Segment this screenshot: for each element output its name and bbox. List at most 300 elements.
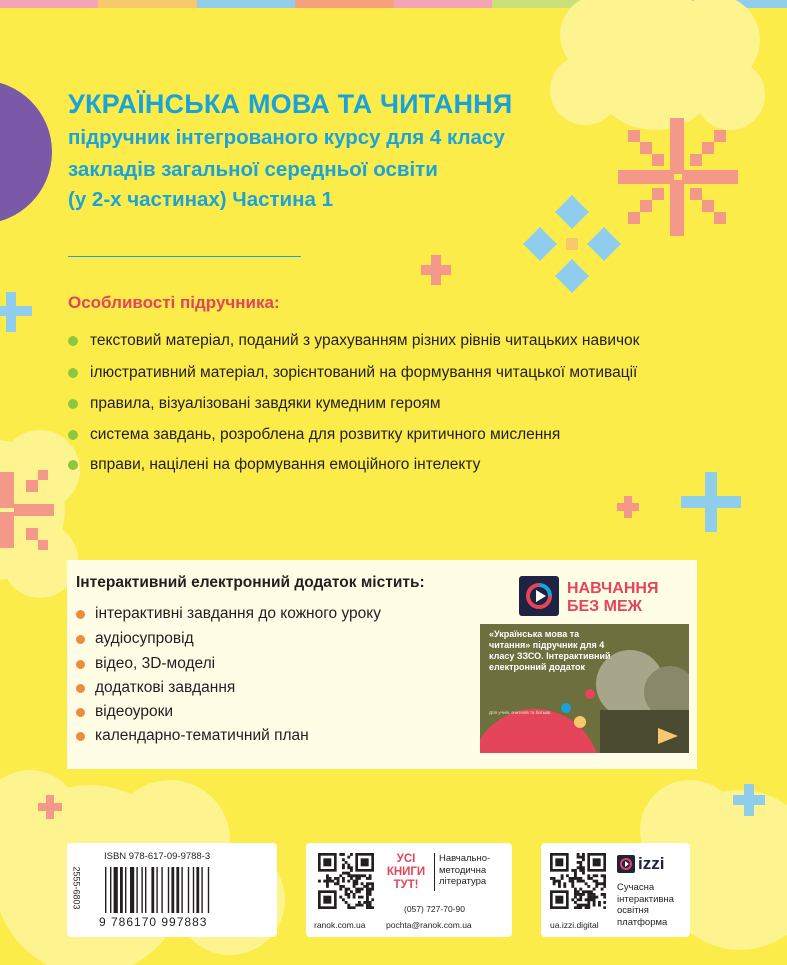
barcode-bar (120, 867, 123, 913)
subtitle-line: (у 2-х частинах) Частина 1 (68, 188, 334, 211)
qr-module (342, 866, 345, 869)
play-icon (519, 576, 559, 616)
qr-module (323, 880, 326, 883)
embroidery-star-coral (618, 118, 738, 236)
qr-module (558, 885, 561, 888)
side-code: 2555-6803 (71, 866, 82, 910)
barcode-bar (188, 867, 189, 913)
interactive-text: додаткові завдання (95, 679, 236, 696)
qr-module (590, 896, 593, 899)
qr-module (587, 901, 590, 904)
qr-module (587, 904, 590, 907)
barcode-bar (181, 867, 182, 913)
qr-module (326, 882, 329, 885)
qr-module (587, 885, 590, 888)
qr-module (553, 882, 556, 885)
qr-module (595, 880, 598, 883)
qr-module (331, 880, 334, 883)
qr-module (574, 888, 577, 891)
interactive-text: аудіосупровід (95, 630, 194, 647)
interactive-text: календарно-тематичний план (95, 727, 309, 744)
promo-image (480, 624, 689, 753)
qr-module (369, 877, 372, 880)
qr-module (574, 869, 577, 872)
qr-module (371, 906, 374, 909)
qr-module (366, 877, 369, 880)
small-cross-blue (681, 472, 741, 532)
publisher-phone: (057) 727-70-90 (404, 904, 465, 914)
barcode-bar (114, 867, 118, 913)
qr-module (579, 904, 582, 907)
qr-module (334, 877, 337, 880)
qr-module (366, 893, 369, 896)
barcode-bar (145, 867, 146, 913)
qr-module (350, 890, 353, 893)
qr-module (371, 882, 374, 885)
qr-module (369, 906, 372, 909)
qr-module (577, 893, 580, 896)
qr-module (587, 874, 590, 877)
qr-module (579, 869, 582, 872)
publisher-type: Навчально-методична література (439, 853, 491, 887)
qr-module (579, 893, 582, 896)
qr-module (342, 853, 345, 856)
qr-module (571, 898, 574, 901)
qr-module (577, 880, 580, 883)
qr-module (574, 877, 577, 880)
qr-module (595, 882, 598, 885)
publisher-site[interactable]: ranok.com.ua (314, 920, 366, 930)
qr-module (566, 874, 569, 877)
izzi-logo-icon (617, 855, 635, 873)
qr-module (561, 874, 564, 877)
promo-caption: Для учнів, вчителів та батьків (489, 710, 551, 715)
feature-text: ілюстративний матеріал, зорієнтований на формування читацької мотивації (90, 364, 638, 381)
brand-line-1: НАВЧАННЯ (567, 580, 659, 597)
qr-module (339, 853, 342, 856)
promo-badge: УСІ КНИГИ ТУТ! (386, 853, 426, 891)
qr-module (366, 896, 369, 899)
qr-module (347, 874, 350, 877)
qr-module (579, 896, 582, 899)
qr-module (366, 901, 369, 904)
qr-module (347, 880, 350, 883)
qr-module (326, 885, 329, 888)
qr-module (337, 882, 340, 885)
qr-module (355, 882, 358, 885)
barcode-bar (176, 867, 179, 913)
interactive-item (76, 703, 173, 721)
isbn-card (67, 843, 277, 937)
qr-module (353, 906, 356, 909)
qr-module (587, 877, 590, 880)
qr-module (347, 866, 350, 869)
qr-module (353, 893, 356, 896)
play-logo-icon (519, 576, 559, 616)
qr-module (603, 885, 606, 888)
qr-module (582, 856, 585, 859)
qr-module (571, 880, 574, 883)
barcode-bar (141, 867, 142, 913)
qr-module (601, 882, 604, 885)
qr-module (550, 877, 553, 880)
qr-module (342, 877, 345, 880)
qr-module (601, 874, 604, 877)
qr-module (593, 896, 596, 899)
barcode-bar (105, 867, 106, 913)
qr-module (579, 861, 582, 864)
qr-module (369, 904, 372, 907)
qr-module (569, 880, 572, 883)
qr-module (598, 882, 601, 885)
qr-module (366, 882, 369, 885)
qr-module (355, 877, 358, 880)
qr-module (366, 906, 369, 909)
bullet-dot (68, 336, 78, 346)
publisher-email[interactable]: pochta@ranok.com.ua (386, 920, 472, 930)
qr-module (329, 880, 332, 883)
qr-module (353, 885, 356, 888)
qr-module (585, 906, 588, 909)
qr-module (355, 874, 358, 877)
feature-item (68, 364, 637, 382)
subtitle-line: закладів загальної середньої освіти (68, 158, 438, 181)
qr-module (577, 866, 580, 869)
qr-module (350, 874, 353, 877)
subtitle-line: підручник інтегрованого курсу для 4 класу (68, 126, 505, 149)
qr-module (579, 866, 582, 869)
qr-module (366, 885, 369, 888)
qr-module (337, 877, 340, 880)
qr-module (371, 898, 374, 901)
qr-module (358, 874, 361, 877)
qr-module (585, 904, 588, 907)
qr-module (353, 896, 356, 899)
bullet-dot (68, 368, 78, 378)
feature-text: правила, візуалізовані завдяки кумедним героям (90, 395, 441, 412)
qr-module (358, 901, 361, 904)
qr-module (582, 890, 585, 893)
qr-module (347, 906, 350, 909)
qr-module (366, 904, 369, 907)
qr-module (361, 904, 364, 907)
qr-module (355, 888, 358, 891)
qr-module (353, 880, 356, 883)
qr-module (371, 888, 374, 891)
qr-module (347, 904, 350, 907)
qr-module (582, 853, 585, 856)
qr-module (366, 898, 369, 901)
cloud-shape-top-right (550, 0, 765, 130)
qr-module (595, 885, 598, 888)
bullet-dot (68, 399, 78, 409)
small-cross-coral (421, 255, 451, 285)
barcode-bar (168, 867, 169, 913)
barcode-bar (171, 867, 174, 913)
interactive-item (76, 727, 309, 745)
brand-line-2: БЕЗ МЕЖ (567, 598, 643, 615)
qr-module (587, 890, 590, 893)
qr-module (593, 901, 596, 904)
qr-module (342, 858, 345, 861)
qr-module (587, 893, 590, 896)
divider-line (68, 256, 301, 257)
qr-module (358, 877, 361, 880)
qr-module (355, 904, 358, 907)
qr-module (342, 864, 345, 867)
qr-module (326, 880, 329, 883)
qr-module (350, 877, 353, 880)
interactive-item (76, 605, 381, 623)
qr-module (561, 877, 564, 880)
qr-module (571, 877, 574, 880)
qr-module (603, 896, 606, 899)
qr-module (569, 877, 572, 880)
qr-module (593, 880, 596, 883)
bullet-dot (76, 610, 85, 619)
qr-finder (593, 858, 601, 866)
qr-module (590, 893, 593, 896)
qr-module (579, 888, 582, 891)
qr-module (361, 896, 364, 899)
qr-module (574, 896, 577, 899)
qr-module (603, 906, 606, 909)
qr-module (579, 864, 582, 867)
qr-module (603, 893, 606, 896)
qr-module (361, 888, 364, 891)
flower-center (566, 238, 578, 250)
qr-module (579, 898, 582, 901)
qr-module (579, 877, 582, 880)
qr-module (358, 890, 361, 893)
isbn-label: ISBN 978-617-09-9788-3 (104, 851, 211, 862)
qr-module (342, 880, 345, 883)
qr-module (603, 880, 606, 883)
qr-module (339, 885, 342, 888)
qr-module (587, 896, 590, 899)
qr-module (358, 888, 361, 891)
qr-module (558, 882, 561, 885)
barcode-bar (136, 867, 137, 913)
qr-module (574, 906, 577, 909)
qr-module (593, 904, 596, 907)
barcode-bar (151, 867, 154, 913)
qr-module (593, 874, 596, 877)
book-title: УКРАЇНСЬКА МОВА ТА ЧИТАННЯ (68, 89, 513, 119)
interactive-item (76, 655, 215, 673)
qr-module (369, 893, 372, 896)
qr-module (574, 874, 577, 877)
qr-module (571, 885, 574, 888)
bullet-dot (76, 660, 85, 669)
qr-module (571, 882, 574, 885)
qr-module (347, 864, 350, 867)
qr-code-icon (550, 853, 606, 909)
qr-module (601, 893, 604, 896)
qr-module (339, 888, 342, 891)
qr-module (329, 877, 332, 880)
purple-circle (0, 80, 52, 224)
qr-module (347, 888, 350, 891)
qr-module (363, 901, 366, 904)
qr-module (369, 888, 372, 891)
qr-module (579, 856, 582, 859)
qr-module (582, 893, 585, 896)
qr-finder (555, 858, 563, 866)
bullet-dot (68, 430, 78, 440)
qr-module (369, 874, 372, 877)
qr-module (577, 853, 580, 856)
bullet-dot (76, 684, 85, 693)
qr-module (366, 890, 369, 893)
qr-module (582, 858, 585, 861)
qr-module (342, 885, 345, 888)
publisher-card (306, 843, 512, 937)
qr-module (555, 880, 558, 883)
bullet-dot (76, 708, 85, 717)
qr-module (347, 856, 350, 859)
qr-module (574, 901, 577, 904)
qr-module (598, 904, 601, 907)
qr-module (361, 874, 364, 877)
qr-module (339, 874, 342, 877)
feature-item (68, 395, 441, 413)
barcode-bar (110, 867, 111, 913)
qr-module (577, 890, 580, 893)
qr-module (603, 901, 606, 904)
interactive-text: відео, 3D-моделі (95, 655, 216, 672)
qr-module (593, 888, 596, 891)
qr-module (574, 890, 577, 893)
qr-module (603, 877, 606, 880)
barcode-icon (103, 867, 253, 915)
qr-module (353, 882, 356, 885)
play-icon (617, 855, 635, 873)
qr-module (595, 896, 598, 899)
qr-module (363, 885, 366, 888)
qr-module (326, 877, 329, 880)
barcode-bar (196, 867, 199, 913)
qr-module (603, 882, 606, 885)
qr-module (593, 893, 596, 896)
interactive-item (76, 679, 235, 697)
izzi-site[interactable]: ua.izzi.digital (550, 920, 599, 930)
bullet-dot (68, 460, 78, 470)
qr-module (342, 872, 345, 875)
qr-module (350, 906, 353, 909)
qr-module (585, 890, 588, 893)
qr-module (342, 898, 345, 901)
qr-module (350, 869, 353, 872)
qr-module (558, 880, 561, 883)
bullet-dot (76, 732, 85, 741)
qr-finder (323, 858, 331, 866)
bullet-dot (76, 635, 85, 644)
isbn-number: 9 786170 997883 (99, 915, 208, 929)
qr-module (603, 874, 606, 877)
qr-module (593, 898, 596, 901)
qr-module (358, 904, 361, 907)
qr-module (345, 888, 348, 891)
feature-text: система завдань, розроблена для розвитку критичного мислення (90, 426, 561, 443)
qr-module (350, 853, 353, 856)
features-heading: Особливості підручника: (68, 293, 280, 312)
qr-module (590, 877, 593, 880)
qr-module (585, 898, 588, 901)
qr-finder (361, 858, 369, 866)
qr-module (361, 882, 364, 885)
barcode-bar (208, 867, 209, 913)
qr-module (577, 856, 580, 859)
izzi-logo: izzi (638, 854, 665, 873)
qr-module (350, 866, 353, 869)
barcode-bar (201, 867, 202, 913)
qr-module (577, 906, 580, 909)
qr-module (363, 874, 366, 877)
barcode-bar (161, 867, 162, 913)
qr-module (601, 888, 604, 891)
interactive-heading: Інтерактивний електронний додаток містить: (76, 574, 425, 591)
barcode-bar (125, 867, 126, 913)
qr-module (577, 877, 580, 880)
qr-module (369, 890, 372, 893)
qr-module (582, 904, 585, 907)
interactive-text: відеоуроки (95, 703, 174, 720)
qr-module (598, 901, 601, 904)
qr-module (582, 880, 585, 883)
small-cross-blue (0, 292, 32, 332)
qr-module (347, 896, 350, 899)
qr-module (587, 898, 590, 901)
qr-module (590, 898, 593, 901)
qr-module (571, 869, 574, 872)
qr-module (347, 872, 350, 875)
qr-module (582, 866, 585, 869)
izzi-tagline: Сучасна інтерактивна освітня платформа (617, 882, 674, 928)
barcode-bar (130, 867, 134, 913)
qr-module (553, 880, 556, 883)
interactive-text: інтерактивні завдання до кожного уроку (95, 605, 382, 622)
qr-module (579, 906, 582, 909)
qr-module (587, 906, 590, 909)
barcode-bar (156, 867, 157, 913)
qr-finder (323, 896, 331, 904)
qr-module (590, 890, 593, 893)
qr-module (345, 861, 348, 864)
qr-module (579, 880, 582, 883)
qr-code-icon (318, 853, 374, 909)
feature-item (68, 332, 639, 350)
qr-module (574, 893, 577, 896)
qr-module (574, 872, 577, 875)
qr-module (347, 893, 350, 896)
qr-module (577, 861, 580, 864)
qr-module (563, 882, 566, 885)
qr-module (585, 882, 588, 885)
qr-module (334, 882, 337, 885)
qr-module (369, 901, 372, 904)
qr-module (345, 901, 348, 904)
feature-text: текстовий матеріал, поданий з урахуванням різних рівнів читацьких навичок (90, 332, 640, 349)
qr-module (369, 882, 372, 885)
qr-module (355, 880, 358, 883)
qr-module (563, 885, 566, 888)
promo-title: «Українська мова та читання» підручник для 4 класу ЗЗСО. Інтерактивний електронний додаток (489, 629, 611, 672)
izzi-card (541, 843, 690, 937)
qr-module (337, 880, 340, 883)
feature-item (68, 426, 560, 444)
qr-module (553, 877, 556, 880)
